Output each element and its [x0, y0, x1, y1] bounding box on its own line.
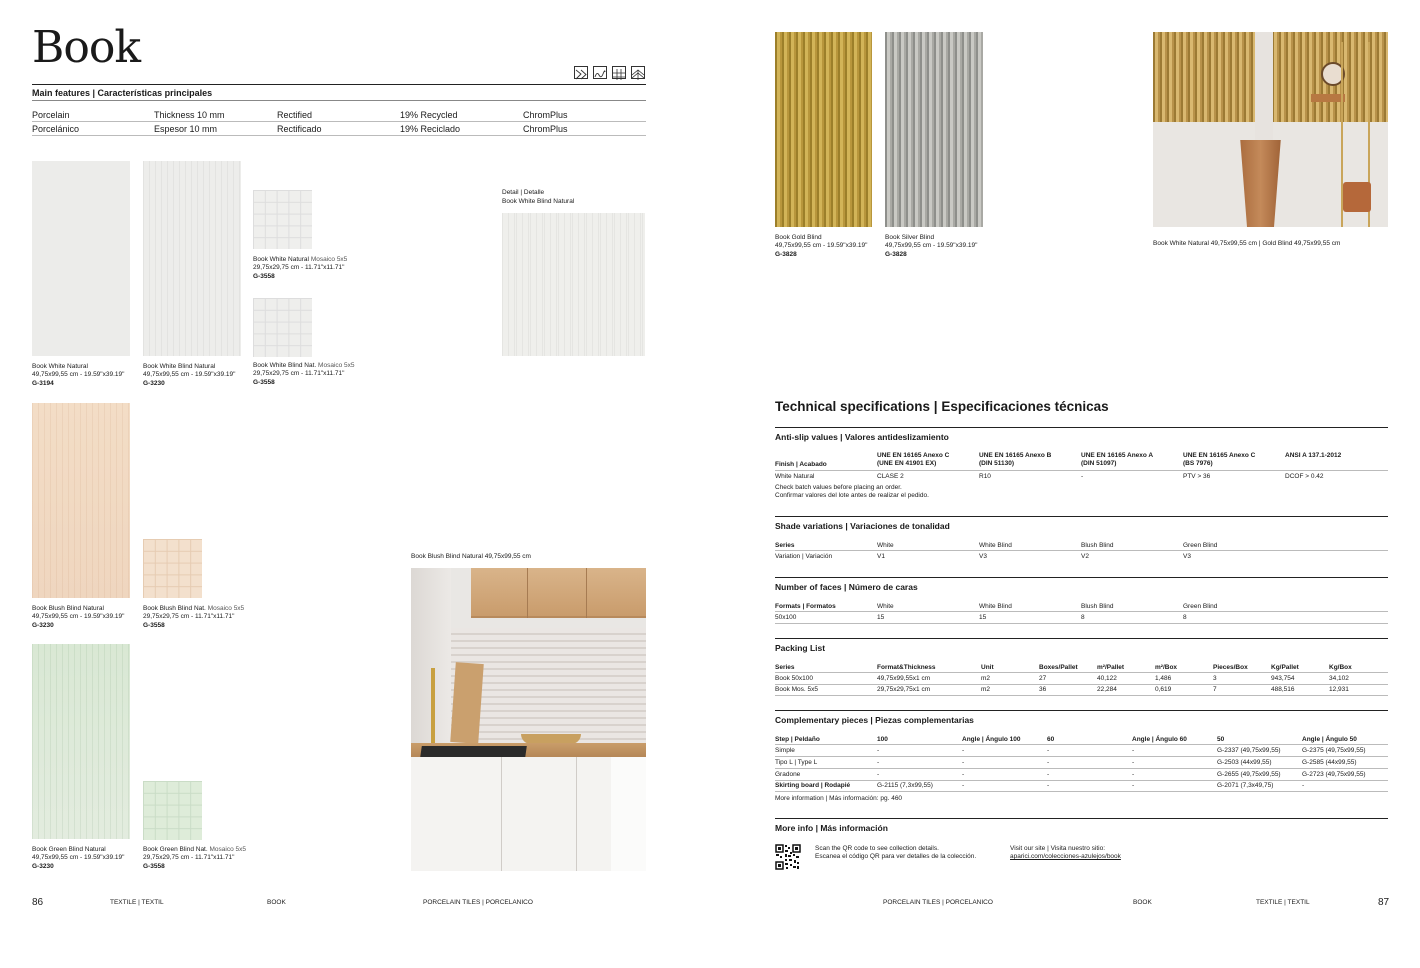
- footer-section-right: TEXTILE | TEXTIL: [1256, 899, 1310, 906]
- table-rule: [775, 756, 1388, 757]
- site-link[interactable]: aparici.com/colecciones-azulejos/book: [1010, 853, 1121, 860]
- complementary-r0-c3: -: [1047, 747, 1050, 754]
- complementary-header-6: Angle | Ángulo 50: [1302, 736, 1357, 743]
- packing-r0-c6: 3: [1213, 675, 1217, 682]
- qr-line-en: Scan the QR code to see collection details.: [815, 845, 939, 852]
- tile-blush-blind: [32, 403, 130, 598]
- antislip-c2: R10: [979, 473, 991, 480]
- packing-r0-c7: 943,754: [1271, 675, 1295, 682]
- tech-title: Technical specifications | Especificaciones técnicas: [775, 399, 1109, 414]
- packing-r0-c4: 40,122: [1097, 675, 1117, 682]
- packing-r1-c1: 29,75x29,75x1 cm: [877, 686, 931, 693]
- faces-h2: White Blind: [979, 603, 1012, 610]
- packing-title: Packing List: [775, 643, 826, 653]
- antislip-note-es: Confirmar valores del lote antes de realizar el pedido.: [775, 492, 929, 499]
- packing-r1-c2: m2: [981, 686, 991, 693]
- faces-title: Number of faces | Número de caras: [775, 582, 918, 592]
- packing-r0-c5: 1,486: [1155, 675, 1172, 682]
- bathroom-caption: Book White Natural 49,75x99,55 cm | Gold Blind 49,75x99,55 cm: [1153, 240, 1341, 247]
- tile-gold-blind: [775, 32, 872, 227]
- packing-r0-c3: 27: [1039, 675, 1047, 682]
- complementary-header-0: Step | Peldaño: [775, 736, 820, 743]
- complementary-header-3: 60: [1047, 736, 1055, 743]
- feature-espesor: Espesor 10 mm: [154, 124, 218, 134]
- qr-code-icon[interactable]: [775, 844, 801, 870]
- complementary-header-4: Angle | Ángulo 60: [1132, 736, 1187, 743]
- packing-r0-c2: m2: [981, 675, 991, 682]
- tile-blush-mosaic: [143, 539, 202, 598]
- table-rule: [775, 744, 1388, 745]
- packing-h0: Series: [775, 664, 795, 671]
- tile-white-mosaic: [253, 190, 312, 249]
- feature-icons: [574, 66, 648, 81]
- complementary-r0-c5: G-2337 (49,75x99,55): [1217, 747, 1281, 754]
- antislip-h0: Finish | Acabado: [775, 461, 827, 468]
- complementary-r2-c3: -: [1047, 770, 1050, 778]
- packing-h5: m²/Box: [1155, 664, 1178, 671]
- complementary-r3-c0: Skirting board | Rodapié: [775, 782, 851, 790]
- feature-reciclado: 19% Reciclado: [400, 124, 461, 134]
- caption-silver-blind: Book Silver Blind 49,75x99,55 cm - 19.59"x39.19" G-3828: [885, 234, 978, 258]
- packing-r0-c8: 34,102: [1329, 675, 1349, 682]
- shade-h4: Green Blind: [1183, 542, 1218, 549]
- qr-line-es: Escanea el código QR para ver detalles de la colección.: [815, 853, 977, 860]
- complementary-r1-c4: -: [1132, 758, 1135, 766]
- complementary-more: More information | Más información: pg. 460: [775, 795, 903, 802]
- complementary-r0-c0: Simple: [775, 747, 795, 754]
- complementary-r3-c3: -: [1047, 782, 1050, 790]
- complementary-r2-c4: -: [1132, 770, 1135, 778]
- antislip-note-en: Check batch values before placing an order.: [775, 484, 902, 491]
- wave-icon: [593, 66, 607, 79]
- shade-h0: Series: [775, 542, 795, 549]
- packing-r1-c4: 22,284: [1097, 686, 1117, 693]
- feature-porcelanico: Porcelánico: [32, 124, 80, 134]
- tile-green-mosaic: [143, 781, 202, 840]
- antislip-c3: -: [1081, 473, 1084, 480]
- antislip-h1: UNE EN 16165 Anexo C (UNE EN 41901 EX): [877, 452, 950, 468]
- packing-h7: Kg/Pallet: [1271, 664, 1299, 671]
- packing-h6: Pieces/Box: [1213, 664, 1248, 671]
- complementary-r0-c4: -: [1132, 747, 1135, 754]
- packing-r1-c5: 0,619: [1155, 686, 1172, 693]
- feature-rectificado: Rectificado: [277, 124, 322, 134]
- shade-h3: Blush Blind: [1081, 542, 1114, 549]
- features-heading: Main features | Características principales: [32, 88, 213, 98]
- kitchen-photo: [411, 568, 646, 871]
- kitchen-caption: Book Blush Blind Natural 49,75x99,55 cm: [411, 553, 531, 560]
- caption-green-mosaic: Book Green Blind Nat. Mosaico 5x5 29,75x29,75 cm - 11.71"x11.71" G-3558: [143, 846, 246, 870]
- footer-collection-left: BOOK: [267, 899, 286, 906]
- complementary-r1-c5: G-2503 (44x99,55): [1217, 758, 1272, 766]
- antislip-c1: CLASE 2: [877, 473, 904, 480]
- complementary-r2-c6: G-2723 (49,75x99,55): [1302, 770, 1366, 778]
- faces-c0: 50x100: [775, 614, 797, 621]
- antislip-c5: DCOF > 0.42: [1285, 473, 1324, 480]
- bathroom-photo: [1153, 32, 1388, 227]
- rectified-icon: [574, 66, 588, 79]
- shade-c4: V3: [1183, 553, 1191, 560]
- tile-detail-white-blind: [502, 213, 645, 356]
- faces-h0: Formats | Formatos: [775, 603, 836, 610]
- antislip-c4: PTV > 36: [1183, 473, 1211, 480]
- feature-porcelain: Porcelain: [32, 110, 70, 120]
- shade-c2: V3: [979, 553, 987, 560]
- complementary-r2-c0: Gradone: [775, 770, 801, 778]
- shade-h2: White Blind: [979, 542, 1012, 549]
- packing-r0-c1: 49,75x99,55x1 cm: [877, 675, 931, 682]
- detail-label: Detail | Detalle: [502, 189, 545, 196]
- faces-h3: Blush Blind: [1081, 603, 1114, 610]
- packing-r1-c8: 12,931: [1329, 686, 1349, 693]
- caption-white-blind-mosaic: Book White Blind Nat. Mosaico 5x5 29,75x29,75 cm - 11.71"x11.71" G-3558: [253, 362, 355, 386]
- tile-green-blind: [32, 644, 130, 839]
- complementary-r1-c2: -: [962, 758, 965, 766]
- complementary-r3-c4: -: [1132, 782, 1135, 790]
- footer-category-right: PORCELAIN TILES | PORCELANICO: [883, 899, 993, 906]
- complementary-r1-c1: -: [877, 758, 880, 766]
- page-title: Book: [32, 22, 140, 73]
- complementary-r2-c2: -: [962, 770, 965, 778]
- caption-blush-blind: Book Blush Blind Natural 49,75x99,55 cm - 19.59"x39.19" G-3230: [32, 605, 125, 629]
- complementary-header-2: Angle | Ángulo 100: [962, 736, 1021, 743]
- feature-chromplus: ChromPlus: [523, 110, 568, 120]
- complementary-title: Complementary pieces | Piezas complementarias: [775, 715, 974, 725]
- antislip-title: Anti-slip values | Valores antideslizamiento: [775, 432, 949, 442]
- feature-chromplus-es: ChromPlus: [523, 124, 568, 134]
- tile-white-blind-mosaic: [253, 298, 312, 357]
- faces-c4: 8: [1183, 614, 1187, 621]
- caption-blush-mosaic: Book Blush Blind Nat. Mosaico 5x5 29,75x29,75 cm - 11.71"x11.71" G-3558: [143, 605, 245, 629]
- complementary-r3-c5: G-2071 (7,3x49,75): [1217, 782, 1274, 790]
- page-number-left: 86: [32, 897, 44, 908]
- faces-c2: 15: [979, 614, 987, 621]
- table-rule: [775, 780, 1388, 781]
- table-rule: [775, 768, 1388, 769]
- packing-r1-c3: 36: [1039, 686, 1047, 693]
- complementary-r3-c1: G-2115 (7,3x99,55): [877, 782, 933, 790]
- complementary-r0-c6: G-2375 (49,75x99,55): [1302, 747, 1366, 754]
- packing-r1-c7: 488,516: [1271, 686, 1295, 693]
- shade-h1: White: [877, 542, 894, 549]
- shade-title: Shade variations | Variaciones de tonalidad: [775, 521, 950, 531]
- caption-white-natural: Book White Natural 49,75x99,55 cm - 19.59"x39.19" G-3194: [32, 363, 125, 387]
- complementary-r1-c3: -: [1047, 758, 1050, 766]
- antislip-h2: UNE EN 16165 Anexo B (DIN 51130): [979, 452, 1052, 468]
- packing-h3: Boxes/Pallet: [1039, 664, 1078, 671]
- complementary-header-1: 100: [877, 736, 888, 743]
- packing-h4: m²/Pallet: [1097, 664, 1125, 671]
- tile-silver-blind: [885, 32, 983, 227]
- shade-c1: V1: [877, 553, 885, 560]
- caption-gold-blind: Book Gold Blind 49,75x99,55 cm - 19.59"x39.19" G-3828: [775, 234, 868, 258]
- faces-c3: 8: [1081, 614, 1085, 621]
- site-label: Visit our site | Visita nuestro sitio:: [1010, 845, 1106, 852]
- feature-thickness: Thickness 10 mm: [154, 110, 225, 120]
- feature-recycled: 19% Recycled: [400, 110, 458, 120]
- footer-category-left: PORCELAIN TILES | PORCELANICO: [423, 899, 533, 906]
- complementary-r3-c6: -: [1302, 782, 1305, 790]
- footer-collection-right: BOOK: [1133, 899, 1152, 906]
- packing-h1: Format&Thickness: [877, 664, 936, 671]
- more-info-title: More info | Más información: [775, 823, 888, 833]
- faces-h1: White: [877, 603, 894, 610]
- tile-white-natural: [32, 161, 130, 356]
- caption-white-blind-natural: Book White Blind Natural 49,75x99,55 cm - 19.59"x39.19" G-3230: [143, 363, 236, 387]
- packing-h8: Kg/Box: [1329, 664, 1352, 671]
- complementary-header-5: 50: [1217, 736, 1225, 743]
- antislip-c0: White Natural: [775, 473, 815, 480]
- footer-section-left: TEXTILE | TEXTIL: [110, 899, 164, 906]
- faces-h4: Green Blind: [1183, 603, 1218, 610]
- complementary-r1-c0: Tipo L | Type L: [775, 758, 818, 766]
- packing-r1-c0: Book Mos. 5x5: [775, 686, 818, 693]
- feature-rectified: Rectified: [277, 110, 313, 120]
- grid-icon: [612, 66, 626, 79]
- complementary-r0-c2: -: [962, 747, 965, 754]
- packing-r0-c0: Book 50x100: [775, 675, 813, 682]
- shade-c0: Variation | Variación: [775, 553, 833, 560]
- antislip-h4: UNE EN 16165 Anexo C (BS 7976): [1183, 452, 1256, 468]
- complementary-r2-c1: -: [877, 770, 880, 778]
- complementary-r3-c2: -: [962, 782, 965, 790]
- page-number-right: 87: [1378, 897, 1390, 908]
- antislip-h3: UNE EN 16165 Anexo A (DIN 51097): [1081, 452, 1154, 468]
- complementary-r2-c5: G-2655 (49,75x99,55): [1217, 770, 1281, 778]
- packing-h2: Unit: [981, 664, 994, 671]
- complementary-r1-c6: G-2585 (44x99,55): [1302, 758, 1357, 766]
- packing-r1-c6: 7: [1213, 686, 1217, 693]
- detail-name: Book White Blind Natural: [502, 198, 575, 205]
- complementary-r0-c1: -: [877, 747, 880, 754]
- tile-white-blind-natural: [143, 161, 241, 356]
- faces-c1: 15: [877, 614, 885, 621]
- caption-white-mosaic: Book White Natural Mosaico 5x5 29,75x29,75 cm - 11.71"x11.71" G-3558: [253, 256, 348, 280]
- shade-c3: V2: [1081, 553, 1089, 560]
- antislip-h5: ANSI A 137.1-2012: [1285, 452, 1342, 459]
- table-rule: [775, 791, 1388, 792]
- tile-pattern-icon: [631, 66, 645, 79]
- caption-green-blind: Book Green Blind Natural 49,75x99,55 cm - 19.59"x39.19" G-3230: [32, 846, 125, 870]
